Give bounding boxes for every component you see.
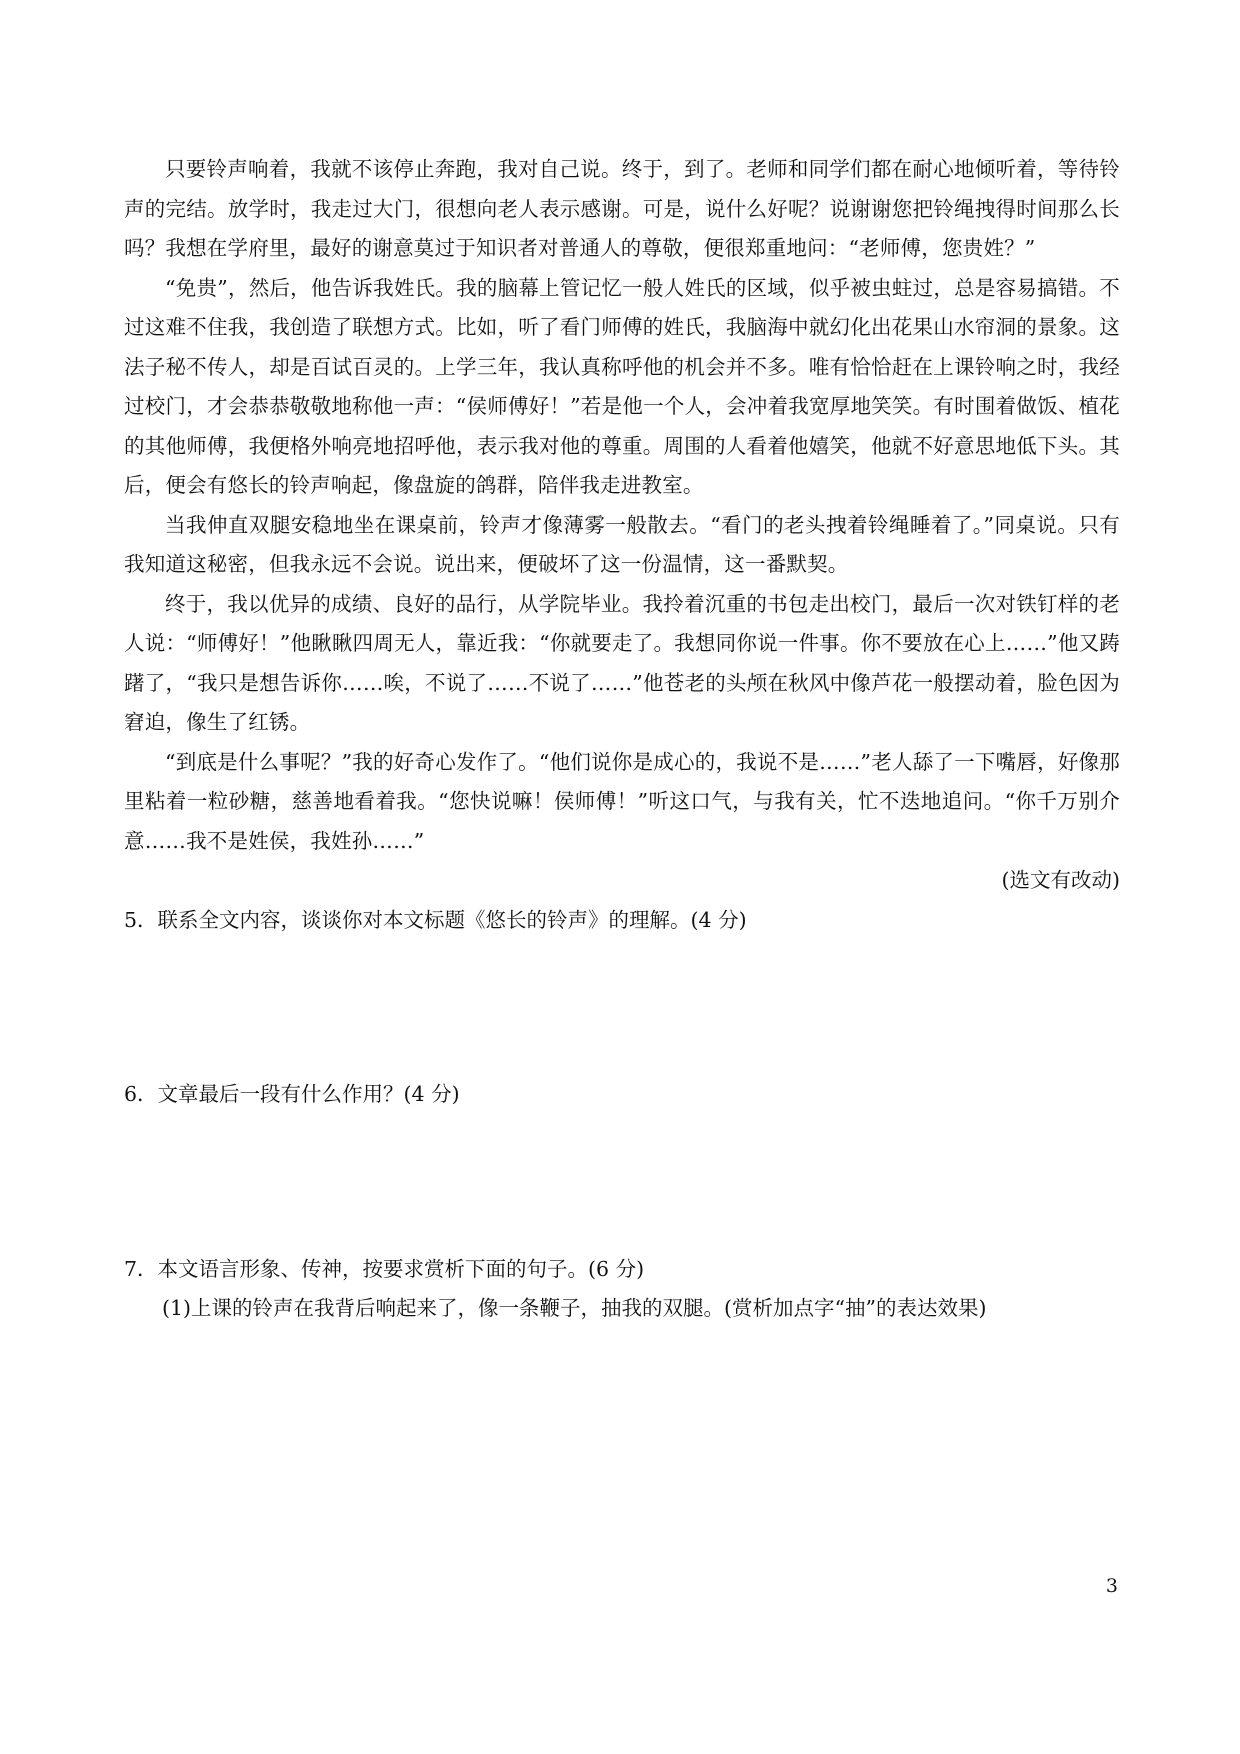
passage-paragraph-2: “免贵”，然后，他告诉我姓氏。我的脑幕上管记忆一般人姓氏的区域，似乎被虫蛀过，总是容易搞错。不过这难不住我，我创造了联想方式。比如，听了看门师傅的姓氏，我脑海中就幻化出花果山水帘洞的景象。这法子秘不传人，却是百试百灵的。上学三年，我认真称呼他的机会并不多。唯有恰恰赶在上课铃响之时，我经过校门，才会恭恭敬敬地称他一声：“侯师傅好！”若是他一个人，会冲着我宽厚地笑笑。有时围着做饭、植花的其他师傅，我便格外响亮地招呼他，表示我对他的尊重。周围的人看着他嬉笑，他就不好意思地低下头。其后，便会有悠长的铃声响起，像盘旋的鸽群，陪伴我走进教室。 <box>124 275 1120 497</box>
question-5: 5．联系全文内容，谈谈你对本文标题《悠长的铃声》的理解。(4 分) <box>124 907 747 932</box>
page-number: 3 <box>1105 1575 1118 1597</box>
question-6: 6．文章最后一段有什么作用？(4 分) <box>124 1082 460 1106</box>
source-note: (选文有改动) <box>1001 868 1120 892</box>
passage-paragraph-5: “到底是什么事呢？”我的好奇心发作了。“他们说你是成心的，我说不是……”老人舔了一下嘴唇，好像那里粘着一粒砂糖，慈善地看着我。“您快说嘛！侯师傅！”听这口气，与我有关，忙不迭地追问。“你千万别介意……我不是姓侯，我姓孙……” <box>124 749 1120 853</box>
page-content <box>124 150 1120 1329</box>
question-7-part-1: (1)上课的铃声在我背后响起来了，像一条鞭子，抽我的双腿。(赏析加点字“抽”的表达效果) <box>162 1296 987 1320</box>
answer-space-question-6 <box>124 1115 1120 1250</box>
passage-paragraph-4: 终于，我以优异的成绩、良好的品行，从学院毕业。我拎着沉重的书包走出校门，最后一次对铁钉样的老人说：“师傅好！”他瞅瞅四周无人，靠近我：“你就要走了。我想同你说一件事。你不要放在心上……”他又踌躇了，“我只是想告诉你……唉，不说了……不说了……”他苍老的头颅在秋风中像芦花一般摆动着，脸色因为窘迫，像生了红锈。 <box>124 591 1120 734</box>
passage-paragraph-1: 只要铃声响着，我就不该停止奔跑，我对自己说。终于，到了。老师和同学们都在耐心地倾听着，等待铃声的完结。放学时，我走过大门，很想向老人表示感谢。可是，说什么好呢？说谢谢您把铃绳拽得时间那么长吗？我想在学府里，最好的谢意莫过于知识者对普通人的尊敬，便很郑重地问：“老师傅，您贵姓？” <box>124 157 1120 260</box>
question-7: 7．本文语言形象、传神，按要求赏析下面的句子。(6 分) <box>124 1256 645 1281</box>
passage-paragraph-3: 当我伸直双腿安稳地坐在课桌前，铃声才像薄雾一般散去。“看门的老头拽着铃绳睡着了。”同桌说。只有我知道这秘密，但我永远不会说。说出来，便破坏了这一份温情，这一番默契。 <box>124 512 1120 576</box>
answer-space-question-5 <box>124 940 1120 1075</box>
